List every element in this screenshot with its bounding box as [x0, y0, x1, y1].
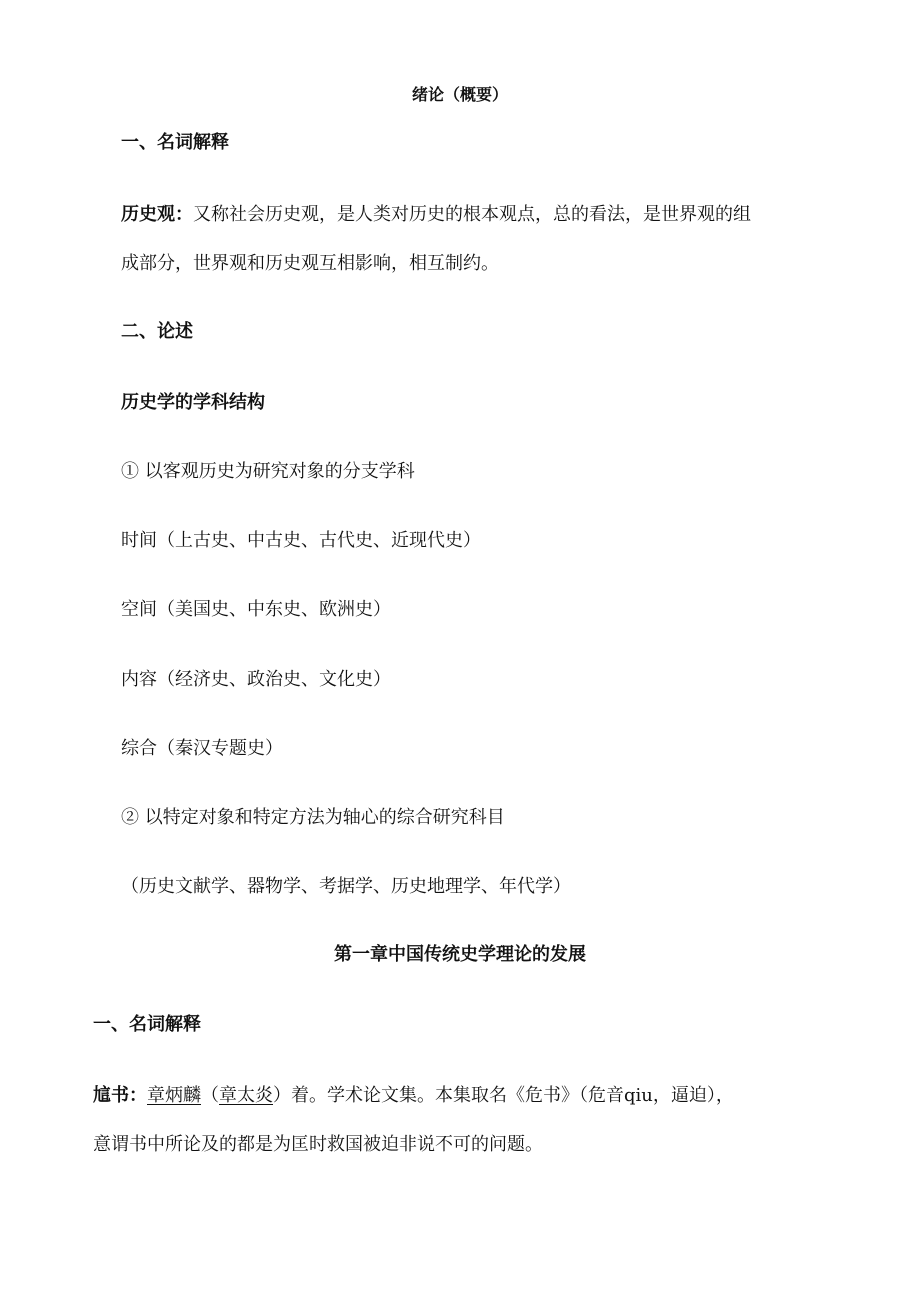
- list-item: 综合（秦汉专题史）: [121, 738, 283, 759]
- alias-link[interactable]: 章太炎: [219, 1085, 273, 1106]
- author-link[interactable]: 章炳麟: [147, 1085, 201, 1106]
- term-text: ）着。学术论文集。本集取名《危书》（危音qiu，逼迫），: [273, 1085, 734, 1106]
- list-item: 空间（美国史、中东史、欧洲史）: [121, 599, 391, 620]
- chapter1-section1-heading: 一、名词解释: [93, 1014, 201, 1035]
- term-definition-line1: [121, 203, 751, 227]
- term-text: 又称社会历史观，是人类对历史的根本观点，总的看法，是世界观的组: [193, 204, 751, 225]
- list-item: 内容（经济史、政治史、文化史）: [121, 669, 391, 690]
- list-item: （历史文献学、器物学、考据学、历史地理学、年代学）: [121, 876, 571, 897]
- intro-section2-heading: 二、论述: [121, 321, 193, 342]
- list-item: 时间（上古史、中古史、古代史、近现代史）: [121, 530, 481, 551]
- discipline-structure-heading: 历史学的学科结构: [121, 392, 265, 413]
- chapter1-term-line1: [93, 1084, 734, 1108]
- list-item: ① 以客观历史为研究对象的分支学科: [121, 461, 415, 482]
- term-definition-line2: 成部分，世界观和历史观互相影响，相互制约。: [121, 253, 499, 274]
- term-label: 訄书：: [93, 1085, 147, 1106]
- list-item: ② 以特定对象和特定方法为轴心的综合研究科目: [121, 807, 505, 828]
- intro-section1-heading: 一、名词解释: [121, 132, 229, 153]
- chapter1-term-line2: 意谓书中所论及的都是为匡时救国被迫非说不可的问题。: [93, 1134, 543, 1155]
- term-label: 历史观：: [121, 204, 193, 225]
- chapter1-title: 第一章中国传统史学理论的发展: [334, 944, 586, 965]
- intro-title: 绪论（概要）: [411, 85, 508, 104]
- paren-open: （: [201, 1085, 219, 1106]
